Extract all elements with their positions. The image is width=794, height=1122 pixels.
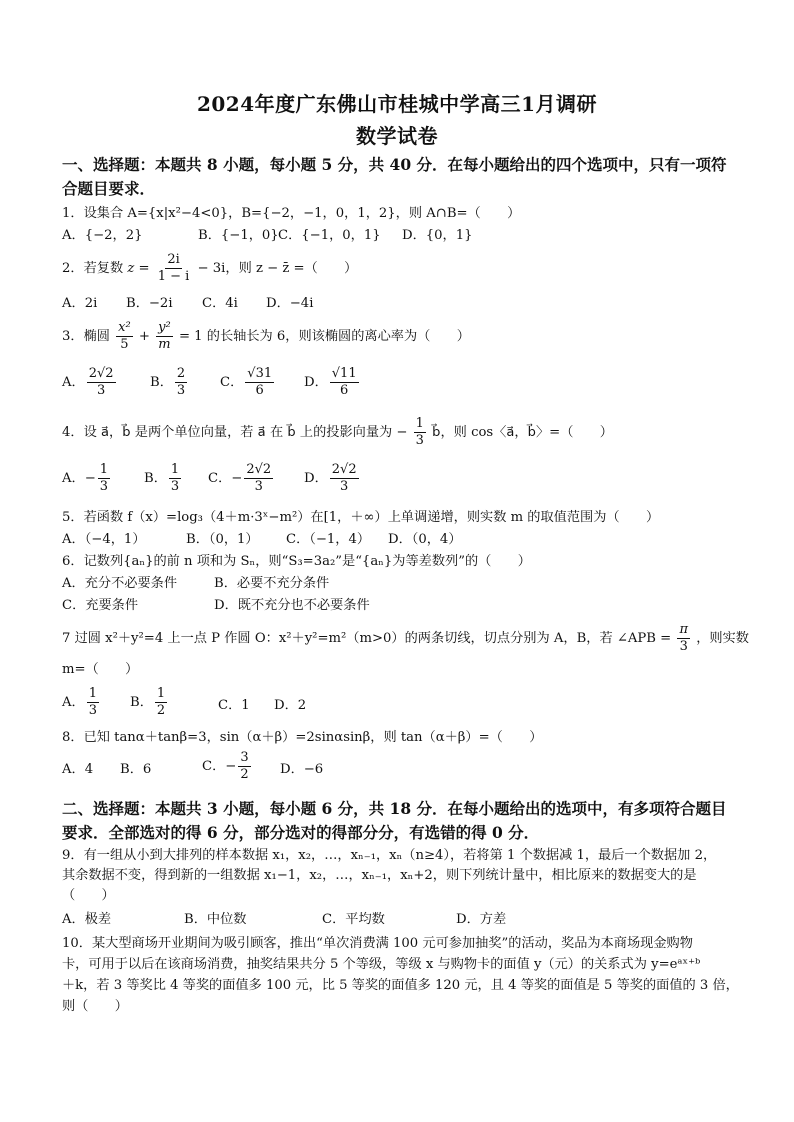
q3-option-a[interactable] xyxy=(62,366,118,399)
q10-line3: ＋k，若 3 等奖比 4 等奖的面值多 100 元，比 5 等奖的面值多 120 元，且 4 等奖的面值是 5 等奖的面值的 3 倍， xyxy=(62,978,739,993)
q4-fraction xyxy=(414,416,426,449)
q7-frac-den: 3 xyxy=(679,639,688,654)
q7-option-b-den: 2 xyxy=(156,703,166,718)
q9-line1: 9．有一组从小到大排列的样本数据 x₁，x₂，…，xₙ₋₁，xₙ（n≥4），若将第 1 个数据减 1，最后一个数据加 2， xyxy=(62,848,717,863)
q3-options xyxy=(62,366,462,406)
q4-frac-num: 1 xyxy=(415,416,424,431)
q3-option-b-den: 3 xyxy=(176,383,186,398)
section2-header-line1: 二、选择题：本题共 3 小题，每小题 6 分，共 18 分．在每小题给出的选项中，有多项符合题目 xyxy=(62,799,727,818)
q7-stem-b: ，则实数 xyxy=(696,631,749,646)
q6-option-a[interactable]: A．充分不必要条件 xyxy=(62,576,178,591)
q7-stem-a: 7 过圆 x²＋y²=4 上一点 P 作圆 O：x²＋y²=m²（m>0）的两条切线，切点分别为 A，B，若 ∠APB = xyxy=(62,631,672,646)
q2-option-a[interactable]: A．2i xyxy=(62,296,98,311)
q1-option-c[interactable]: C．{−1，0，1} xyxy=(278,228,381,243)
q2-option-c[interactable]: C．4i xyxy=(202,296,238,311)
q5-option-d[interactable]: D．（0，4） xyxy=(388,532,462,547)
q7-option-a-label: A． xyxy=(62,695,85,710)
q4-option-a-num: 1 xyxy=(99,462,109,477)
q8-option-c-label: C．− xyxy=(202,759,237,774)
q3-option-d-label: D． xyxy=(304,375,328,390)
q3-option-b[interactable] xyxy=(150,366,189,399)
q3-fraction-y xyxy=(156,320,173,353)
q4-option-a-label: A．− xyxy=(62,471,96,486)
q9-option-d[interactable]: D．方差 xyxy=(456,912,507,927)
section2-header-line2: 要求．全部选对的得 6 分，部分选对的得部分分，有选错的得 0 分． xyxy=(62,823,540,842)
q3-f2-num: y² xyxy=(158,320,171,335)
q4-option-c[interactable] xyxy=(208,462,275,495)
q3-stem xyxy=(62,318,754,356)
q6-option-d[interactable]: D．既不充分也不必要条件 xyxy=(214,598,370,613)
q8-option-b[interactable]: B．6 xyxy=(120,762,152,777)
q6-option-b[interactable]: B．必要不充分条件 xyxy=(214,576,330,591)
q4-option-d[interactable] xyxy=(304,462,361,495)
exam-title: 2024年度广东佛山市桂城中学高三1月调研 xyxy=(196,92,598,116)
q3-option-c-label: C． xyxy=(220,375,244,390)
q3-plus: + xyxy=(138,329,150,344)
q7-option-a-num: 1 xyxy=(88,686,97,701)
q9-line3: （ ） xyxy=(62,888,115,903)
q3-option-d-num: √11 xyxy=(331,366,357,381)
q7-option-b[interactable] xyxy=(130,686,169,719)
q4-stem xyxy=(62,414,754,452)
q2-fraction xyxy=(156,252,192,285)
q8-stem: 8．已知 tanα＋tanβ=3，sin（α＋β）=2sinαsinβ，则 tan（α＋β）=（ ） xyxy=(62,730,543,745)
exam-subtitle: 数学试卷 xyxy=(356,124,438,148)
q3-option-c-num: √31 xyxy=(247,366,273,381)
q8-option-c[interactable] xyxy=(202,750,253,783)
q8-option-d[interactable]: D．−6 xyxy=(280,762,324,777)
q1-option-a[interactable]: A．{−2，2} xyxy=(62,228,143,243)
q3-option-b-label: B． xyxy=(150,375,173,390)
q6-stem: 6．记数列{aₙ}的前 n 项和为 Sₙ，则“S₃=3a₂”是“{aₙ}为等差数列”的（ ） xyxy=(62,554,531,569)
q3-option-a-den: 3 xyxy=(96,383,106,398)
section1-header-line1: 一、选择题：本题共 8 小题，每小题 5 分，共 40 分．在每小题给出的四个选项中，只有一项符 xyxy=(62,155,727,174)
q9-option-a[interactable]: A．极差 xyxy=(62,912,112,927)
q2-prefix: 2．若复数 xyxy=(62,261,124,276)
q7-options xyxy=(62,686,462,726)
q1-stem: 1．设集合 A={x|x²−4<0}，B={−2，−1，0，1，2}，则 A∩B=（ ） xyxy=(62,206,521,221)
q7-fraction xyxy=(677,622,690,655)
q4-option-d-label: D． xyxy=(304,471,328,486)
q4-stem-a: 4．设 a⃗，b⃗ 是两个单位向量，若 a⃗ 在 b⃗ 上的投影向量为 − xyxy=(62,425,408,440)
q4-option-d-den: 3 xyxy=(340,479,349,494)
q3-option-d-den: 6 xyxy=(340,383,349,398)
q9-line2: 其余数据不变，得到新的一组数据 x₁−1，x₂，…，xₙ₋₁，xₙ+2，则下列统计量中，相比原来的数据变大的是 xyxy=(62,868,697,883)
q3-option-a-label: A． xyxy=(62,375,85,390)
q4-stem-b: b⃗，则 cos〈a⃗，b⃗〉=（ ） xyxy=(432,425,613,440)
q5-option-a[interactable]: A．（−4，1） xyxy=(62,532,146,547)
q7-stem xyxy=(62,620,754,658)
q7-option-b-num: 1 xyxy=(156,686,166,701)
q7-option-a[interactable] xyxy=(62,686,101,719)
q5-option-c[interactable]: C．（−1，4） xyxy=(286,532,371,547)
q3-fraction-x xyxy=(116,320,133,353)
q3-option-a-num: 2√2 xyxy=(88,366,114,381)
q7-option-c[interactable]: C．1 xyxy=(218,698,250,713)
q9-option-c[interactable]: C．平均数 xyxy=(322,912,385,927)
q3-f2-den: m xyxy=(158,337,171,352)
q3-f1-num: x² xyxy=(118,320,131,335)
q5-option-b[interactable]: B．（0，1） xyxy=(186,532,259,547)
q3-f1-den: 5 xyxy=(120,337,129,352)
q10-line4: 则（ ） xyxy=(62,999,128,1014)
q7-option-b-label: B． xyxy=(130,695,153,710)
q4-option-c-label: C．− xyxy=(208,471,243,486)
q2-stem xyxy=(62,250,754,288)
q3-option-d[interactable] xyxy=(304,366,361,399)
q4-option-b-den: 3 xyxy=(170,479,180,494)
q4-option-c-den: 3 xyxy=(254,479,263,494)
q4-option-a-den: 3 xyxy=(99,479,109,494)
q2-option-b[interactable]: B．−2i xyxy=(126,296,173,311)
q4-option-d-num: 2√2 xyxy=(331,462,357,477)
q4-option-b-num: 1 xyxy=(170,462,180,477)
q8-option-a[interactable]: A．4 xyxy=(62,762,94,777)
q8-options xyxy=(62,750,462,790)
q4-option-c-num: 2√2 xyxy=(246,462,272,477)
q3-option-c-den: 6 xyxy=(255,383,264,398)
q4-option-a[interactable] xyxy=(62,462,112,495)
q2-frac-num: 2i xyxy=(167,252,180,267)
q3-suffix: = 1 的长轴长为 6，则该椭圆的离心率为（ ） xyxy=(178,329,470,344)
q2-lhs: z = xyxy=(127,261,150,276)
q2-option-d[interactable]: D．−4i xyxy=(266,296,314,311)
q5-stem: 5．若函数 f（x）=log₃（4＋m·3ˣ−m²）在[1，＋∞）上单调递增，则实数 m 的取值范围为（ ） xyxy=(62,510,660,525)
q3-option-c[interactable] xyxy=(220,366,276,399)
section1-header-line2: 合题目要求． xyxy=(62,179,156,198)
q1-option-d[interactable]: D．{0，1} xyxy=(402,228,473,243)
q1-option-b[interactable]: B．{−1，0} xyxy=(198,228,279,243)
q8-option-c-den: 2 xyxy=(240,767,249,782)
q7-option-a-den: 3 xyxy=(88,703,97,718)
q4-frac-den: 3 xyxy=(415,433,424,448)
q4-option-b-label: B． xyxy=(144,471,167,486)
q9-option-b[interactable]: B．中位数 xyxy=(184,912,247,927)
q8-option-c-num: 3 xyxy=(240,750,249,765)
q2-frac-den: 1 − i xyxy=(157,269,190,284)
q4-option-b[interactable] xyxy=(144,462,183,495)
q7-stem-continued: m=（ ） xyxy=(62,662,139,677)
q3-prefix: 3．椭圆 xyxy=(62,329,110,344)
q7-option-d[interactable]: D．2 xyxy=(274,698,307,713)
q3-option-b-num: 2 xyxy=(176,366,186,381)
q2-suffix: − 3i，则 z − z̄ =（ ） xyxy=(197,261,358,276)
q4-options xyxy=(62,462,462,502)
q6-option-c[interactable]: C．充要条件 xyxy=(62,598,139,613)
q7-frac-num: π xyxy=(679,622,688,637)
q10-line1: 10．某大型商场开业期间为吸引顾客，推出“单次消费满 100 元可参加抽奖”的活动，奖品为本商场现金购物 xyxy=(62,936,693,951)
q10-line2: 卡，可用于以后在该商场消费，抽奖结果共分 5 个等级，等级 x 与购物卡的面值 y（元）的关系式为 y=eᵃˣ⁺ᵇ xyxy=(62,957,701,972)
